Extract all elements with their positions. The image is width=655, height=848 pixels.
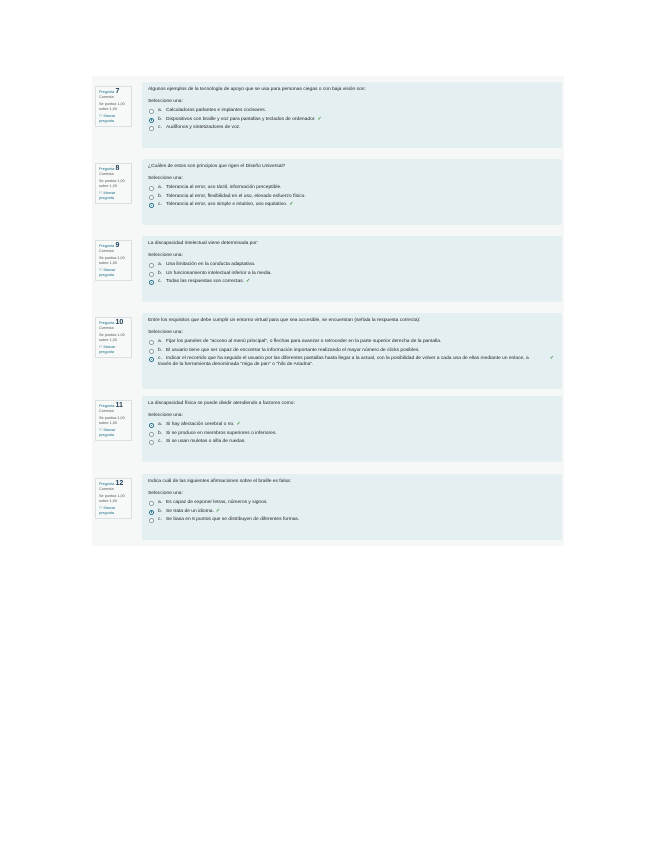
option-letter: a. bbox=[158, 339, 163, 344]
question-number-value: 7 bbox=[115, 88, 120, 95]
flag-icon: ⚐ bbox=[99, 428, 103, 432]
answer-prompt: Seleccione una: bbox=[148, 330, 183, 335]
question-number-value: 10 bbox=[115, 319, 124, 326]
answer-option[interactable] bbox=[148, 108, 556, 114]
answer-prompt: Seleccione una: bbox=[148, 99, 183, 104]
answer-option[interactable] bbox=[148, 439, 556, 445]
option-letter: a. bbox=[158, 185, 163, 190]
radio-selected[interactable] bbox=[149, 423, 154, 428]
question-number-value: 8 bbox=[115, 165, 120, 172]
question-number-value: 12 bbox=[115, 480, 124, 487]
option-text: Fijar los paneles de "acceso al menú principal", o flechas para avanzar o retroceder en la parte superior derecha de la pantalla. bbox=[166, 339, 442, 344]
radio-unselected[interactable] bbox=[149, 263, 154, 268]
correct-check-icon: ✓ bbox=[317, 116, 322, 122]
question-content bbox=[142, 159, 562, 225]
radio-unselected[interactable] bbox=[149, 349, 154, 354]
answer-option[interactable] bbox=[148, 339, 556, 345]
flag-label: Marcar pregunta bbox=[99, 191, 116, 200]
correct-check-icon: ✓ bbox=[549, 356, 554, 361]
question-info-panel bbox=[95, 317, 132, 358]
option-text: Se trata de un idioma. bbox=[166, 508, 214, 514]
option-text: Dispositivos con braille y voz para pantallas y teclados de ordenador. bbox=[166, 116, 316, 122]
question-text: Indica cuál de las siguientes afirmaciones sobre el braille es falsa: bbox=[148, 479, 291, 484]
question-text: La discapacidad intelectual viene determinada por: bbox=[148, 241, 259, 246]
question-content bbox=[142, 82, 562, 148]
question-status: Correcta bbox=[99, 326, 114, 330]
question-score: Se puntúa 1,00 sobre 1,00 bbox=[99, 256, 125, 265]
answer-option[interactable] bbox=[148, 509, 556, 515]
answer-option[interactable] bbox=[148, 185, 556, 191]
radio-unselected[interactable] bbox=[149, 186, 154, 191]
correct-check-icon: ✓ bbox=[215, 508, 220, 514]
option-letter: c. bbox=[158, 517, 162, 522]
option-text: Si se produce en miembros superiores o inferiores. bbox=[166, 430, 277, 436]
answer-prompt: Seleccione una: bbox=[148, 491, 183, 496]
question-score: Se puntúa 1,00 sobre 1,00 bbox=[99, 333, 125, 342]
question-text: ¿Cuáles de estos son principios que rigen el Diseño Universal? bbox=[148, 164, 286, 169]
question-label: Pregunta bbox=[99, 90, 115, 94]
flag-label: Marcar pregunta bbox=[99, 268, 116, 277]
flag-icon: ⚐ bbox=[99, 268, 103, 272]
flag-icon: ⚐ bbox=[99, 191, 103, 195]
flag-question-link[interactable] bbox=[99, 506, 128, 516]
question-text: Algunos ejemplos de la tecnología de apoyo que se usa para personas ciegas o con baja visión son: bbox=[148, 87, 366, 92]
question-label: Pregunta bbox=[99, 404, 115, 408]
flag-label: Marcar pregunta bbox=[99, 428, 116, 437]
option-letter: b. bbox=[158, 270, 163, 276]
question-label: Pregunta bbox=[99, 167, 115, 171]
option-letter: c. bbox=[158, 125, 162, 130]
answer-option[interactable] bbox=[148, 500, 556, 506]
option-letter: c. bbox=[158, 279, 162, 284]
radio-selected[interactable] bbox=[149, 118, 154, 123]
answer-option[interactable] bbox=[148, 194, 556, 200]
flag-icon: ⚐ bbox=[99, 114, 103, 118]
answer-prompt: Seleccione una: bbox=[148, 413, 183, 418]
answer-option[interactable] bbox=[148, 356, 556, 368]
option-text: Un funcionamiento intelectual inferior a la media. bbox=[166, 270, 272, 276]
question-content bbox=[142, 236, 562, 302]
radio-unselected[interactable] bbox=[149, 126, 154, 131]
question-info-panel bbox=[95, 240, 132, 281]
radio-unselected[interactable] bbox=[149, 272, 154, 277]
question-info-panel bbox=[95, 86, 132, 127]
option-letter: a. bbox=[158, 108, 163, 113]
flag-question-link[interactable] bbox=[99, 191, 128, 201]
question-status: Correcta bbox=[99, 409, 114, 413]
question-label: Pregunta bbox=[99, 482, 115, 486]
correct-check-icon: ✓ bbox=[289, 202, 294, 207]
answer-option[interactable] bbox=[148, 517, 556, 523]
flag-question-link[interactable] bbox=[99, 428, 128, 438]
radio-selected[interactable] bbox=[149, 203, 154, 208]
option-text: Si se usan muletas o silla de ruedas. bbox=[166, 439, 246, 444]
option-letter: c. bbox=[158, 356, 162, 361]
flag-label: Marcar pregunta bbox=[99, 114, 116, 123]
radio-unselected[interactable] bbox=[149, 518, 154, 523]
answer-option[interactable] bbox=[148, 422, 556, 428]
radio-selected[interactable] bbox=[149, 357, 154, 362]
flag-question-link[interactable] bbox=[99, 345, 128, 355]
flag-icon: ⚐ bbox=[99, 345, 103, 349]
option-letter: a. bbox=[158, 500, 163, 505]
question-score: Se puntúa 1,00 sobre 1,00 bbox=[99, 494, 125, 503]
radio-unselected[interactable] bbox=[149, 501, 154, 506]
option-text: Si hay afectación cerebral o no. bbox=[166, 422, 235, 427]
question-number-value: 9 bbox=[115, 242, 120, 249]
flag-question-link[interactable] bbox=[99, 114, 128, 124]
question-content bbox=[142, 474, 562, 540]
question-info-panel bbox=[95, 400, 132, 441]
question-score: Se puntúa 1,00 sobre 1,00 bbox=[99, 179, 125, 188]
option-text: Es capaz de exponer letras, números y signos. bbox=[166, 500, 268, 505]
question-score: Se puntúa 1,00 sobre 1,00 bbox=[99, 416, 125, 425]
answer-option[interactable] bbox=[148, 125, 556, 131]
question-number-value: 11 bbox=[115, 402, 123, 409]
option-text: Audífonos y sintetizadores de voz. bbox=[166, 125, 241, 130]
flag-icon: ⚐ bbox=[99, 506, 103, 510]
radio-selected[interactable] bbox=[149, 510, 154, 515]
question-label: Pregunta bbox=[99, 321, 115, 325]
option-text: Todas las respuestas son correctas. bbox=[166, 279, 245, 284]
radio-unselected[interactable] bbox=[149, 109, 154, 114]
answer-option[interactable] bbox=[148, 279, 556, 285]
answer-option[interactable] bbox=[148, 262, 556, 268]
question-label: Pregunta bbox=[99, 244, 115, 248]
question-content bbox=[142, 396, 562, 462]
question-score: Se puntúa 1,00 sobre 1,00 bbox=[99, 102, 125, 111]
correct-check-icon: ✓ bbox=[246, 279, 251, 284]
radio-selected[interactable] bbox=[149, 280, 154, 285]
answer-option[interactable] bbox=[148, 348, 556, 354]
option-text: Tolerancia al error, uso táctil, información perceptible. bbox=[166, 185, 282, 190]
answer-prompt: Seleccione una: bbox=[148, 176, 183, 181]
question-info-panel bbox=[95, 163, 132, 204]
option-letter: b. bbox=[158, 193, 163, 199]
radio-unselected[interactable] bbox=[149, 195, 154, 200]
answer-option[interactable] bbox=[148, 202, 556, 208]
question-text: La discapacidad física se puede dividir atendiendo a factores como: bbox=[148, 401, 295, 406]
question-content bbox=[142, 313, 562, 389]
radio-unselected[interactable] bbox=[149, 432, 154, 437]
question-info-panel bbox=[95, 478, 132, 519]
option-letter: c. bbox=[158, 202, 162, 207]
option-text: Una limitación en la conducta adaptativa. bbox=[166, 262, 256, 267]
flag-question-link[interactable] bbox=[99, 268, 128, 278]
option-text: Calculadoras parlantes e implantes cocleares. bbox=[166, 108, 267, 113]
option-text: El usuario tiene que ser capaz de encontrar la información importante realizando el mayor número de clicks posibles. bbox=[166, 347, 420, 353]
option-letter: a. bbox=[158, 262, 163, 267]
flag-label: Marcar pregunta bbox=[99, 506, 116, 515]
question-status: Correcta bbox=[99, 249, 114, 253]
answer-prompt: Seleccione una: bbox=[148, 253, 183, 258]
question-status: Correcta bbox=[99, 95, 114, 99]
option-letter: b. bbox=[158, 430, 163, 436]
question-status: Correcta bbox=[99, 487, 114, 491]
option-text: Indicar el recorrido que ha seguido el usuario por las diferentes pantallas hasta llegar a la actual, con la posibilidad de volver a cada una de ellas mediante un enlace, a través de la herramienta denominada "miga de pan" o "hilo de Ariadna". bbox=[158, 356, 529, 367]
radio-unselected[interactable] bbox=[149, 440, 154, 445]
option-letter: b. bbox=[158, 508, 163, 514]
option-letter: b. bbox=[158, 116, 163, 122]
option-text: Se basa en 6 puntos que se distribuyen de diferentes formas. bbox=[166, 517, 300, 522]
option-letter: b. bbox=[158, 347, 163, 353]
radio-unselected[interactable] bbox=[149, 340, 154, 345]
correct-check-icon: ✓ bbox=[236, 422, 241, 427]
answer-option[interactable] bbox=[148, 117, 556, 123]
question-status: Correcta bbox=[99, 172, 114, 176]
answer-option[interactable] bbox=[148, 271, 556, 277]
answer-option[interactable] bbox=[148, 431, 556, 437]
option-letter: c. bbox=[158, 439, 162, 444]
question-text: Entre los requisitos que debe cumplir un entorno virtual para que sea accesible, se encuentran (señala la respuesta correcta): bbox=[148, 318, 421, 323]
option-text: Tolerancia al error, uso simple e intuitivo, uso equitativo. bbox=[166, 202, 288, 207]
option-letter: a. bbox=[158, 422, 163, 427]
flag-label: Marcar pregunta bbox=[99, 345, 116, 354]
option-text: Tolerancia al error, flexibilidad en el uso, elevado esfuerzo físico. bbox=[166, 193, 306, 199]
